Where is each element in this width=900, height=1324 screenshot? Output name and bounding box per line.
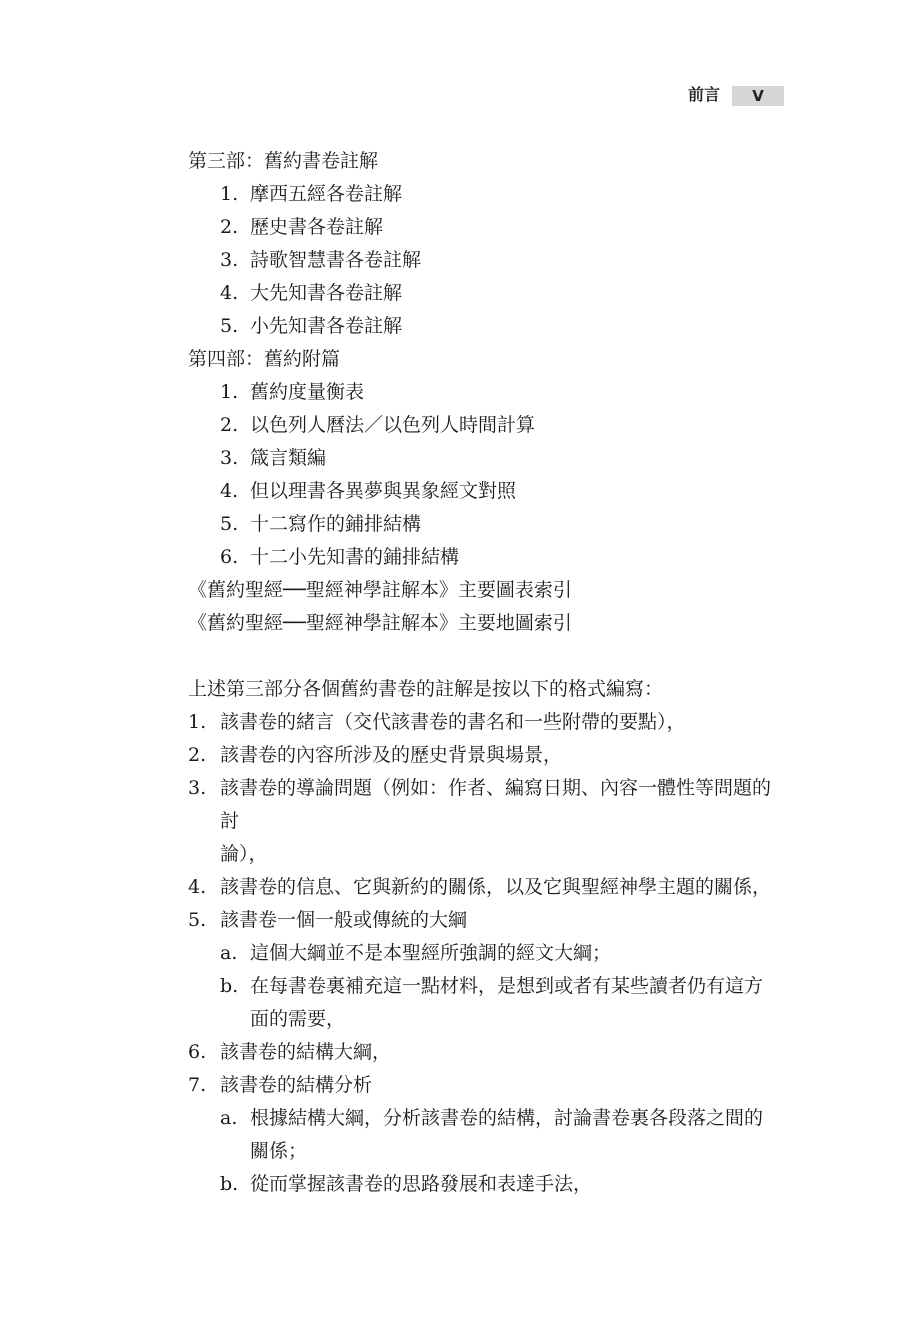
subitem-text: 從而掌握該書卷的思路發展和表達手法， bbox=[250, 1173, 593, 1195]
item-text: 該書卷的信息、它與新約的關係，以及它與聖經神學主題的關係， bbox=[220, 876, 772, 898]
item-text: 該書卷的內容所涉及的歷史背景與場景， bbox=[220, 744, 563, 766]
subitem-letter: b. bbox=[220, 1173, 239, 1195]
item-text: 小先知書各卷註解 bbox=[250, 315, 403, 337]
format-item bbox=[188, 871, 788, 904]
item-number: 5. bbox=[220, 315, 239, 337]
toc-item bbox=[220, 475, 788, 508]
item-text: 摩西五經各卷註解 bbox=[250, 183, 403, 205]
item-text: 以色列人曆法／以色列人時間計算 bbox=[250, 414, 536, 436]
item-text: 歷史書各卷註解 bbox=[250, 216, 384, 238]
item-number: 1. bbox=[188, 711, 207, 733]
item-number: 4. bbox=[188, 876, 207, 898]
item-number: 7. bbox=[188, 1074, 207, 1096]
blank-line bbox=[188, 640, 788, 673]
format-subitem bbox=[188, 1102, 788, 1168]
item-number: 6. bbox=[220, 546, 239, 568]
toc-item bbox=[220, 277, 788, 310]
item-number: 1. bbox=[220, 183, 239, 205]
toc-item bbox=[220, 376, 788, 409]
item-number: 1. bbox=[220, 381, 239, 403]
format-subitem bbox=[188, 1168, 788, 1201]
toc-item bbox=[220, 541, 788, 574]
format-subitem bbox=[188, 937, 788, 970]
format-item bbox=[188, 706, 788, 739]
subitem-letter: a. bbox=[220, 1107, 238, 1129]
header-label: 前言 bbox=[687, 85, 720, 104]
subitem-text: 在每書卷裏補充這一點材料，是想到或者有某些讀者仍有這方 bbox=[250, 975, 764, 997]
item-text: 舊約度量衡表 bbox=[250, 381, 365, 403]
format-subitem bbox=[188, 970, 788, 1036]
item-text-wrapped bbox=[220, 772, 788, 871]
toc-item bbox=[220, 178, 788, 211]
running-header bbox=[620, 84, 784, 106]
item-text: 大先知書各卷註解 bbox=[250, 282, 403, 304]
format-item bbox=[188, 772, 788, 871]
subitem-text: 根據結構大綱，分析該書卷的結構，討論書卷裏各段落之間的 bbox=[250, 1107, 764, 1129]
item-number: 6. bbox=[188, 1041, 207, 1063]
item-text: 箴言類編 bbox=[250, 447, 327, 469]
map-index-line: 《舊約聖經──聖經神學註解本》主要地圖索引 bbox=[188, 612, 572, 634]
item-number: 3. bbox=[220, 447, 239, 469]
toc-item bbox=[220, 442, 788, 475]
item-text: 該書卷的結構分析 bbox=[220, 1074, 373, 1096]
format-item bbox=[188, 904, 788, 937]
item-text-continuation: 論）， bbox=[220, 843, 268, 865]
item-text: 該書卷的結構大綱， bbox=[220, 1041, 392, 1063]
page-number: V bbox=[732, 86, 784, 106]
chart-index-line: 《舊約聖經──聖經神學註解本》主要圖表索引 bbox=[188, 579, 572, 601]
subitem-text-continuation: 關係； bbox=[250, 1140, 308, 1162]
toc-item bbox=[220, 508, 788, 541]
item-text: 十二小先知書的鋪排結構 bbox=[250, 546, 460, 568]
subitem-letter: a. bbox=[220, 942, 238, 964]
body-text bbox=[188, 145, 788, 1201]
subitem-text: 這個大綱並不是本聖經所強調的經文大綱； bbox=[250, 942, 612, 964]
item-number: 2. bbox=[188, 744, 207, 766]
format-item bbox=[188, 739, 788, 772]
item-number: 4. bbox=[220, 282, 239, 304]
part4-title: 第四部：舊約附篇 bbox=[188, 348, 341, 370]
item-number: 3. bbox=[188, 777, 207, 799]
item-text: 但以理書各異夢與異象經文對照 bbox=[250, 480, 517, 502]
format-intro: 上述第三部分各個舊約書卷的註解是按以下的格式編寫： bbox=[188, 678, 664, 700]
format-item bbox=[188, 1036, 788, 1069]
format-item bbox=[188, 1069, 788, 1102]
item-number: 5. bbox=[188, 909, 207, 931]
item-text: 該書卷的導論問題（例如：作者、編寫日期、內容一體性等問題的討 bbox=[220, 777, 772, 832]
item-text: 該書卷一個一般或傳統的大綱 bbox=[220, 909, 468, 931]
toc-item bbox=[220, 310, 788, 343]
item-number: 3. bbox=[220, 249, 239, 271]
toc-item bbox=[220, 409, 788, 442]
subitem-text-continuation: 面的需要， bbox=[250, 1008, 346, 1030]
toc-item bbox=[220, 244, 788, 277]
item-number: 2. bbox=[220, 414, 239, 436]
item-number: 4. bbox=[220, 480, 239, 502]
item-text: 該書卷的緒言（交代該書卷的書名和一些附帶的要點）， bbox=[220, 711, 686, 733]
item-text: 詩歌智慧書各卷註解 bbox=[250, 249, 422, 271]
item-text: 十二寫作的鋪排結構 bbox=[250, 513, 422, 535]
toc-item bbox=[220, 211, 788, 244]
subitem-text-wrapped bbox=[250, 970, 788, 1036]
part3-title: 第三部：舊約書卷註解 bbox=[188, 150, 379, 172]
item-number: 2. bbox=[220, 216, 239, 238]
subitem-letter: b. bbox=[220, 975, 239, 997]
item-number: 5. bbox=[220, 513, 239, 535]
subitem-text-wrapped bbox=[250, 1102, 788, 1168]
